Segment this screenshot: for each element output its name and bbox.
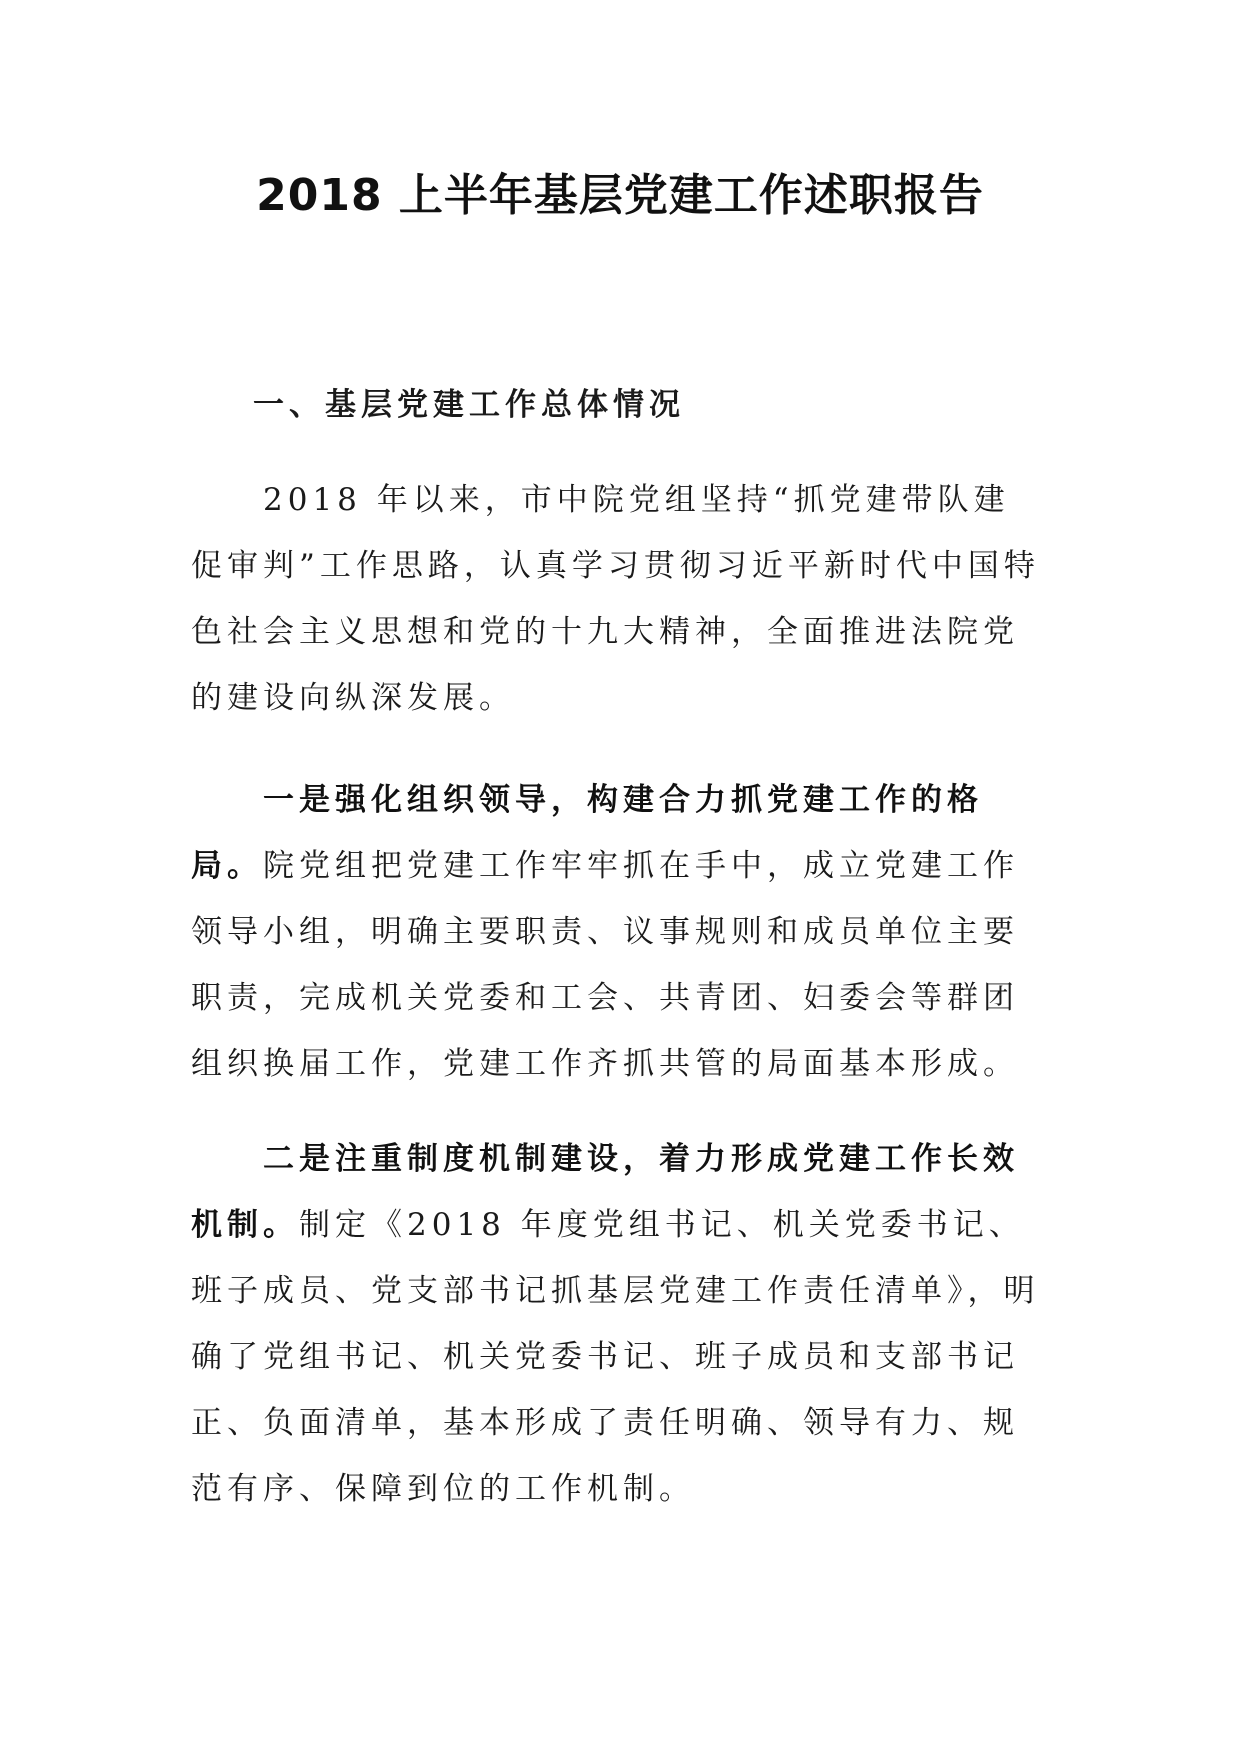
- document-title: 2018 上半年基层党建工作述职报告: [256, 170, 984, 221]
- paragraph-organization-leadership: [191, 767, 1041, 1097]
- paragraph-text: 制定《2018 年度党组书记、机关党委书记、班子成员、党支部书记抓基层党建工作责任清单》，明确了党组书记、机关党委书记、班子成员和支部书记正、负面清单，基本形成了责任明确、领导有力、规范有序、保障到位的工作机制。: [191, 1207, 1040, 1507]
- paragraph-lead: 二是注重制度机制建设，着力形成党建工作长效机制。: [191, 1141, 1019, 1243]
- paragraph-text: 2018 年以来，市中院党组坚持“抓党建带队建促审判”工作思路，认真学习贯彻习近平新时代中国特色社会主义思想和党的十九大精神，全面推进法院党的建设向纵深发展。: [191, 482, 1040, 716]
- paragraph-overview: [191, 467, 1041, 731]
- section-heading: 一、基层党建工作总体情况: [253, 387, 685, 423]
- paragraph-text: 院党组把党建工作牢牢抓在手中，成立党建工作领导小组，明确主要职责、议事规则和成员单位主要职责，完成机关党委和工会、共青团、妇委会等群团组织换届工作，党建工作齐抓共管的局面基本形成。: [191, 848, 1019, 1082]
- paragraph-institutional-mechanism: [191, 1126, 1041, 1522]
- paragraph-lead: 一是强化组织领导，构建合力抓党建工作的格局。: [191, 782, 983, 884]
